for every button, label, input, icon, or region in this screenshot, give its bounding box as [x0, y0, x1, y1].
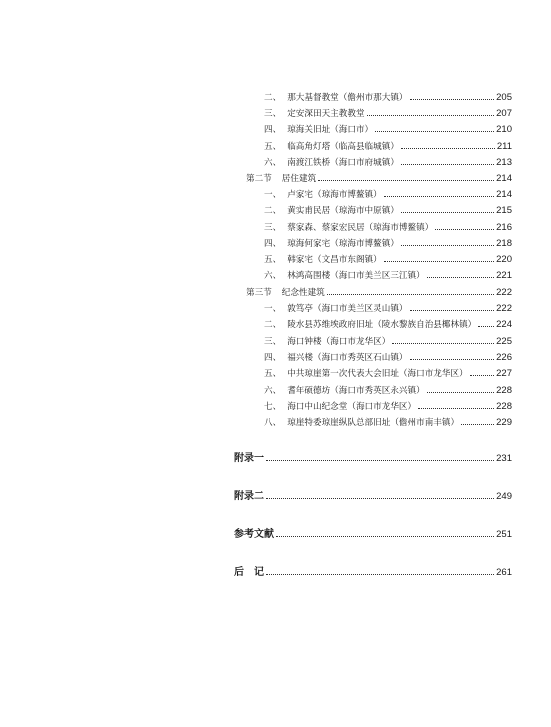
toc-appendix-title: 后 记 [234, 567, 264, 578]
dot-leader [401, 164, 494, 165]
toc-entry-title: 林鸿高围楼（海口市美兰区三江镇） [287, 271, 425, 281]
toc-entry[interactable] [264, 319, 512, 331]
toc-entry-page: 218 [496, 238, 512, 249]
toc-entry-number: 六、 [264, 271, 282, 281]
toc-entry-number: 一、 [264, 190, 282, 200]
toc-entry-title: 定安深田天主教教堂 [287, 109, 365, 119]
toc-entry[interactable] [264, 92, 512, 104]
toc-entry-title: 海口中山纪念堂（海口市龙华区） [287, 402, 417, 412]
toc-entry-page: 213 [496, 157, 512, 168]
toc-entry-title: 卢家宅（琼海市博鳌镇） [287, 190, 382, 200]
toc-entry-number: 三、 [264, 223, 282, 233]
toc-entry-number: 四、 [264, 239, 282, 249]
toc-entry-page: 205 [496, 92, 512, 103]
toc-entry[interactable] [264, 303, 512, 315]
toc-entry-number: 二、 [264, 206, 282, 216]
toc-entry-page: 222 [496, 287, 512, 298]
toc-entry-page: 261 [496, 567, 512, 578]
toc-entry-page: 216 [496, 222, 512, 233]
toc-entry-number: 一、 [264, 304, 282, 314]
dot-leader [401, 148, 495, 149]
toc-section-number: 第二节 [246, 174, 272, 184]
toc-entry-page: 207 [496, 108, 512, 119]
toc-appendix-title: 附录二 [234, 491, 264, 502]
toc-entry-title: 临高角灯塔（临高县临城镇） [287, 142, 399, 152]
toc-entry[interactable] [264, 238, 512, 250]
toc-entry-page: 214 [496, 189, 512, 200]
toc-entry[interactable] [264, 254, 512, 266]
toc-entry-number: 五、 [264, 142, 282, 152]
dot-leader [478, 326, 494, 327]
toc-references[interactable] [234, 528, 512, 542]
toc-entry[interactable] [264, 124, 512, 136]
toc-entry[interactable] [264, 141, 512, 153]
dot-leader [470, 375, 494, 376]
toc-section-title: 纪念性建筑 [281, 288, 325, 298]
toc-entry-title: 耆年硕德坊（海口市秀英区永兴镇） [287, 386, 425, 396]
toc-afterword[interactable] [234, 566, 512, 580]
toc-entry-number: 三、 [264, 109, 282, 119]
toc-entry[interactable] [264, 401, 512, 413]
toc-appendix-title: 附录一 [234, 453, 264, 464]
dot-leader [384, 196, 494, 197]
toc-entry-title: 陵水县苏维埃政府旧址（陵水黎族自治县椰林镇） [287, 320, 477, 330]
dot-leader [318, 180, 494, 181]
toc-appendix-title: 参考文献 [234, 529, 274, 540]
dot-leader [401, 245, 494, 246]
toc-section-number: 第三节 [246, 288, 272, 298]
toc-section-title: 居住建筑 [281, 174, 317, 184]
dot-leader [266, 460, 494, 461]
toc-entry-page: 226 [496, 352, 512, 363]
toc-entry-page: 224 [496, 319, 512, 330]
toc-entry[interactable] [264, 385, 512, 397]
toc-entry-number: 二、 [264, 320, 282, 330]
dot-leader [392, 343, 494, 344]
toc-entry-title: 海口钟楼（海口市龙华区） [287, 337, 391, 347]
dot-leader [384, 261, 494, 262]
toc-entry[interactable] [264, 222, 512, 234]
toc-entry-number: 七、 [264, 402, 282, 412]
toc-entry-page: 249 [496, 491, 512, 502]
toc-entry-title: 敦笃亭（海口市美兰区灵山镇） [287, 304, 408, 314]
dot-leader [410, 99, 495, 100]
dot-leader [427, 277, 494, 278]
toc-entry-number: 三、 [264, 337, 282, 347]
toc-entry[interactable] [264, 417, 512, 429]
toc-entry[interactable] [264, 336, 512, 348]
toc-appendix-1[interactable] [234, 452, 512, 466]
dot-leader [401, 212, 494, 213]
toc-entry[interactable] [264, 189, 512, 201]
toc-section-heading[interactable] [246, 287, 512, 299]
toc-entry[interactable] [264, 270, 512, 282]
toc-entry[interactable] [264, 108, 512, 120]
toc-entry-number: 四、 [264, 125, 282, 135]
dot-leader [461, 424, 494, 425]
toc-entry-page: 215 [496, 205, 512, 216]
toc-entry-title: 那大基督教堂（儋州市那大镇） [287, 93, 408, 103]
toc-entry-page: 228 [496, 401, 512, 412]
toc-entry[interactable] [264, 205, 512, 217]
toc-entry-page: 231 [496, 453, 512, 464]
toc-appendix-2[interactable] [234, 490, 512, 504]
toc-entry-page: 227 [496, 368, 512, 379]
dot-leader [266, 574, 494, 575]
toc-entry-page: 211 [496, 141, 512, 152]
toc-entry-page: 210 [496, 124, 512, 135]
toc-entry-page: 225 [496, 336, 512, 347]
toc-entry-title: 黄实甫民居（琼海市中原镇） [287, 206, 399, 216]
toc-entry-page: 229 [496, 417, 512, 428]
toc-entry-number: 六、 [264, 386, 282, 396]
dot-leader [266, 498, 494, 499]
toc-entry-page: 228 [496, 385, 512, 396]
dot-leader [367, 115, 495, 116]
toc-entry-page: 222 [496, 303, 512, 314]
dot-leader [327, 294, 494, 295]
toc-entry-title: 琼海何家宅（琼海市博鳌镇） [287, 239, 399, 249]
toc-entry-number: 五、 [264, 255, 282, 265]
toc-entry-title: 琼崖特委琼崖纵队总部旧址（儋州市南丰镇） [287, 418, 460, 428]
toc-entry-page: 214 [496, 173, 512, 184]
toc-entry-page: 251 [496, 529, 512, 540]
toc-entry-number: 八、 [264, 418, 282, 428]
toc-entry-page: 221 [496, 270, 512, 281]
toc-entry-number: 二、 [264, 93, 282, 103]
toc-entry-page: 220 [496, 254, 512, 265]
toc-entry-number: 五、 [264, 369, 282, 379]
toc-entry-title: 韩家宅（文昌市东阁镇） [287, 255, 382, 265]
toc-entry-title: 琼海关旧址（海口市） [287, 125, 374, 135]
dot-leader [427, 392, 494, 393]
toc-entry[interactable] [264, 368, 512, 380]
toc-section-heading[interactable] [246, 173, 512, 185]
toc-entry-title: 南渡江铁桥（海口市府城镇） [287, 158, 399, 168]
dot-leader [276, 536, 494, 537]
toc-entry[interactable] [264, 157, 512, 169]
toc-entry-number: 六、 [264, 158, 282, 168]
toc-entry-title: 福兴楼（海口市秀英区石山镇） [287, 353, 408, 363]
toc-entry-title: 蔡家森、蔡家宏民居（琼海市博鳌镇） [287, 223, 434, 233]
dot-leader [435, 229, 494, 230]
dot-leader [410, 310, 495, 311]
toc-entry-title: 中共琼崖第一次代表大会旧址（海口市龙华区） [287, 369, 468, 379]
toc-entry-number: 四、 [264, 353, 282, 363]
dot-leader [410, 359, 495, 360]
dot-leader [418, 408, 494, 409]
toc-entry[interactable] [264, 352, 512, 364]
dot-leader [375, 131, 494, 132]
